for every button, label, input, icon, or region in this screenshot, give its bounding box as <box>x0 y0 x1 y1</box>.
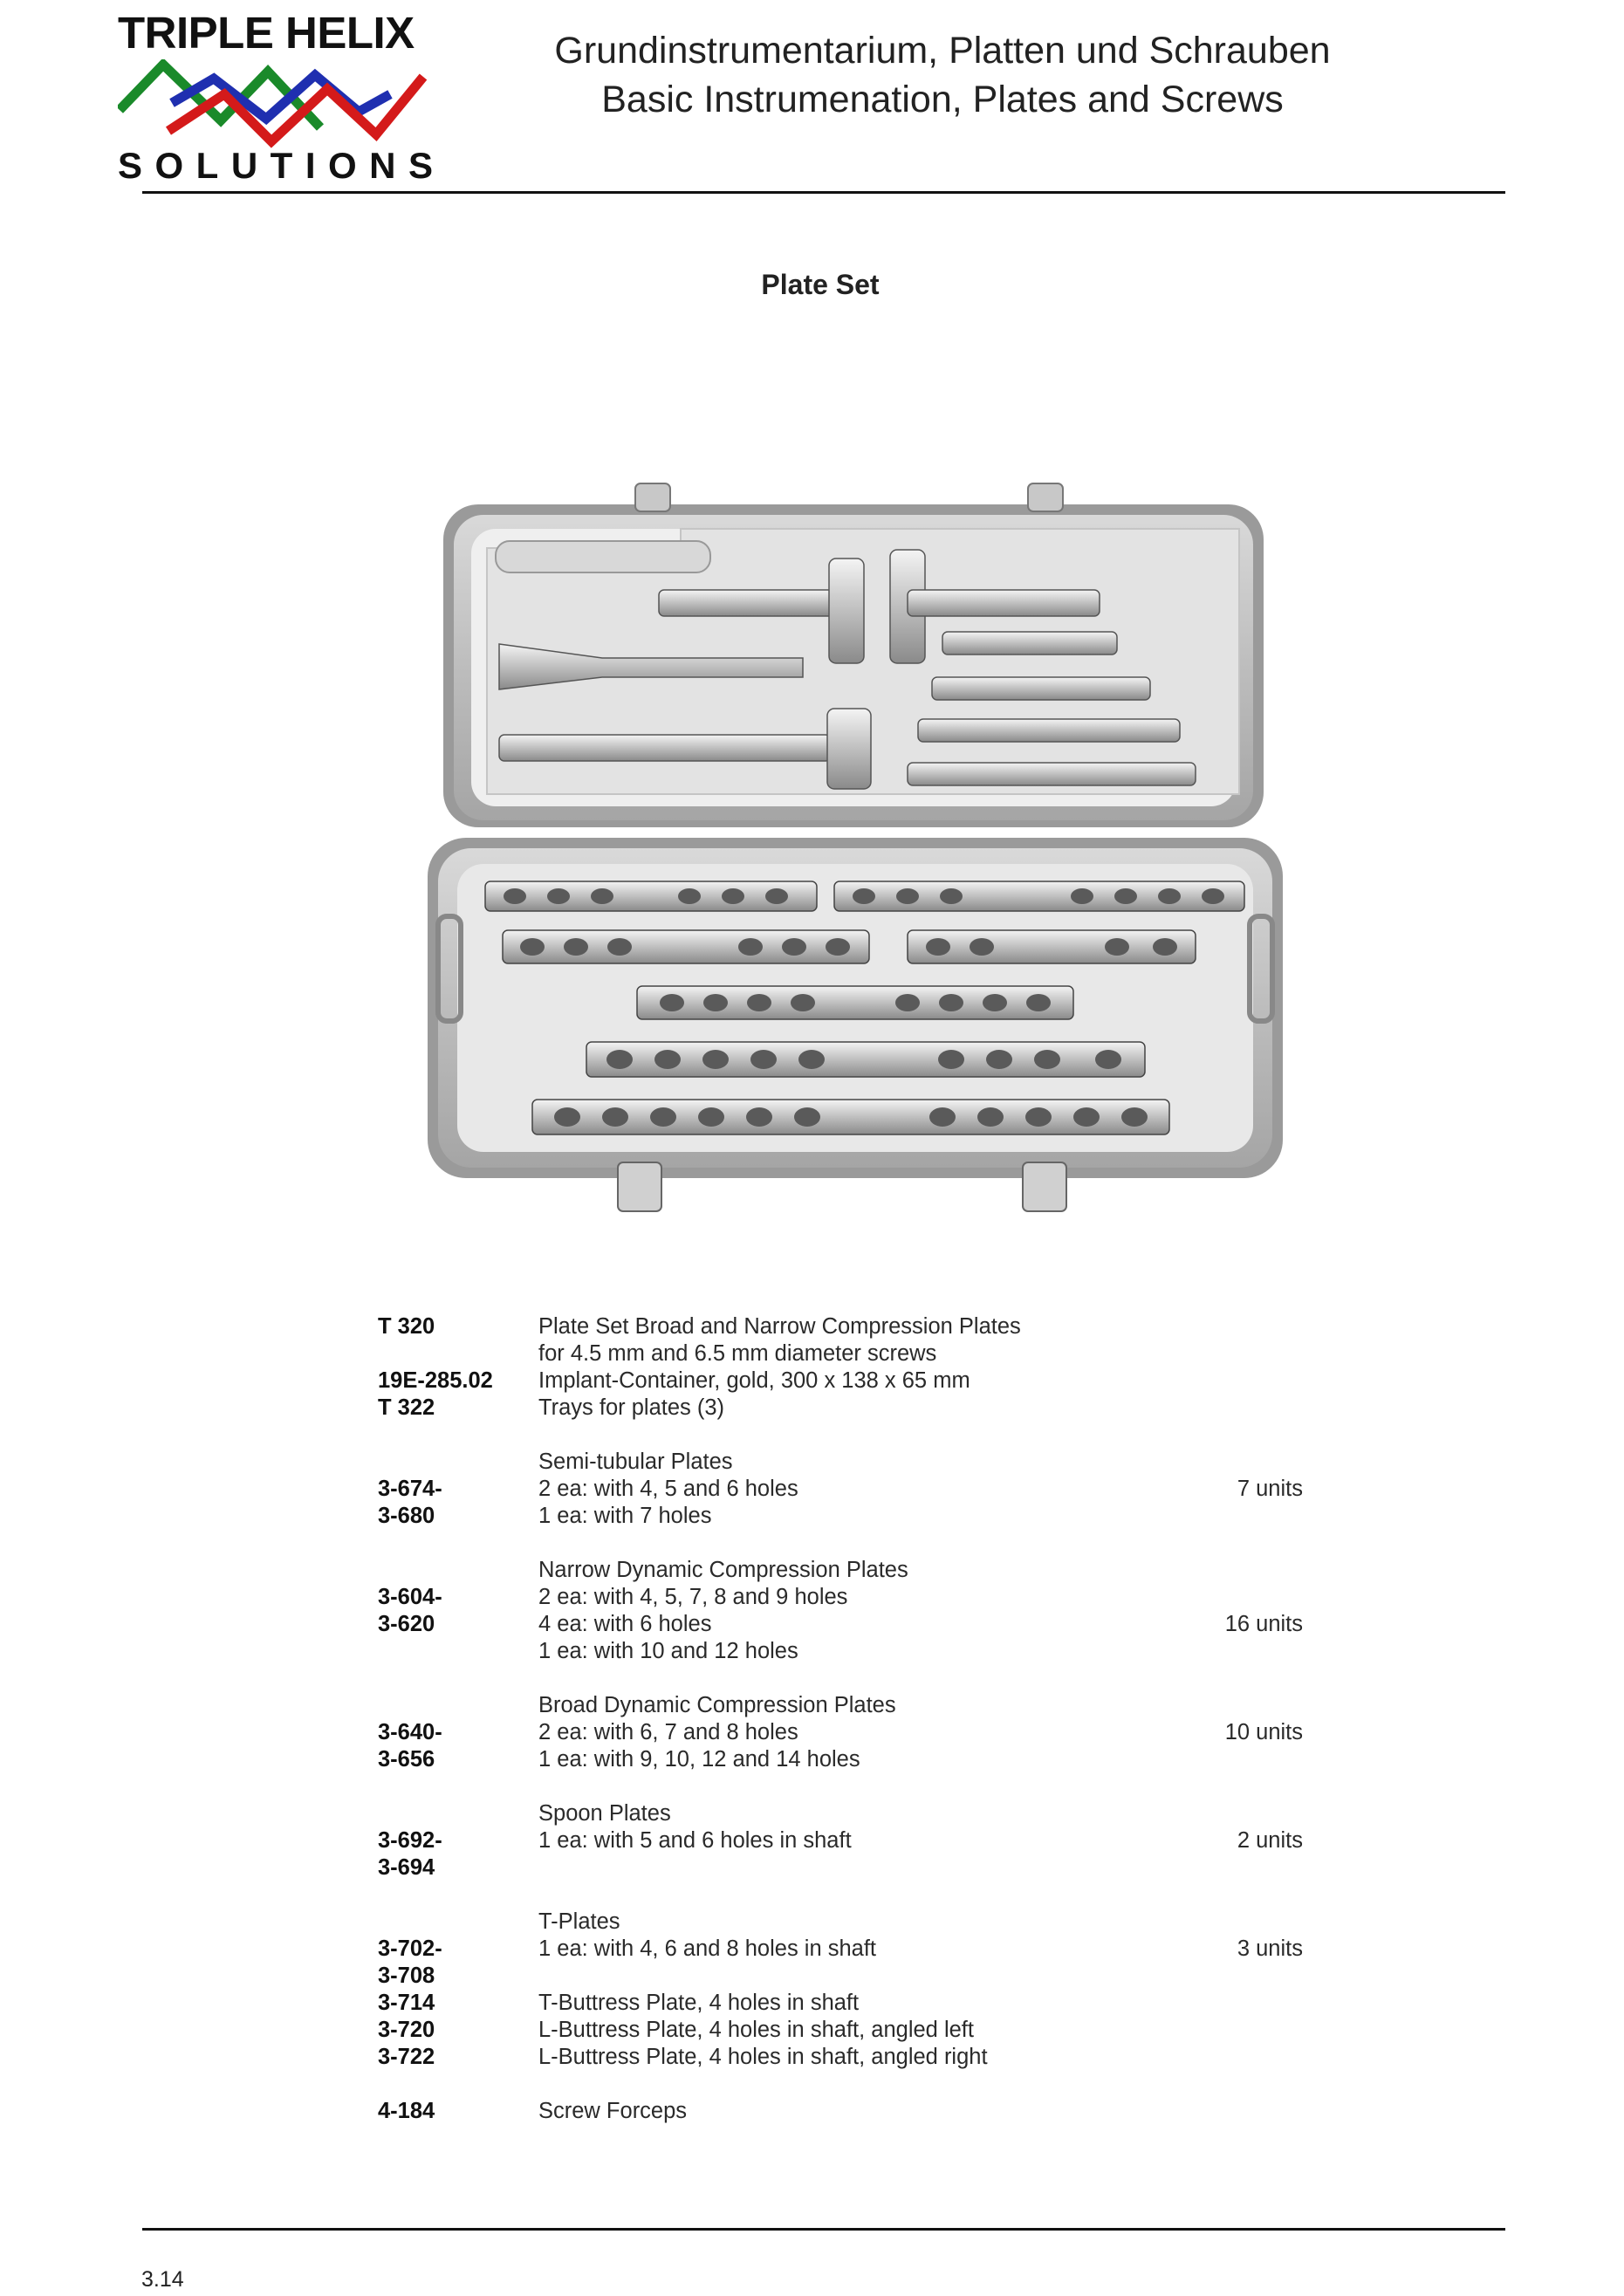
item-code: 3-692- <box>378 1828 442 1853</box>
item-row <box>378 1854 1303 1881</box>
item-description: for 4.5 mm and 6.5 mm diameter screws <box>538 1341 937 1366</box>
item-description: 1 ea: with 10 and 12 holes <box>538 1639 798 1663</box>
item-code: T 320 <box>378 1314 435 1339</box>
item-row <box>378 1557 1303 1584</box>
item-code: 3-714 <box>378 1991 435 2015</box>
section-title: Plate Set <box>761 269 880 300</box>
item-row <box>378 1881 1303 1909</box>
item-description: Plate Set Broad and Narrow Compression Plates <box>538 1314 1021 1339</box>
item-row <box>378 1773 1303 1800</box>
item-description: 4 ea: with 6 holes <box>538 1612 712 1636</box>
item-row <box>378 1449 1303 1476</box>
item-row <box>378 1503 1303 1530</box>
item-row <box>378 1530 1303 1557</box>
item-code: 3-604- <box>378 1585 442 1609</box>
item-row <box>378 1692 1303 1719</box>
item-code: 3-674- <box>378 1477 442 1501</box>
item-description: T-Buttress Plate, 4 holes in shaft <box>538 1991 860 2015</box>
item-row <box>378 1909 1303 1936</box>
logo-wordmark-bottom: SOLUTIONS <box>118 145 446 186</box>
item-code: 3-694 <box>378 1855 435 1880</box>
item-row <box>378 1395 1303 1422</box>
item-row <box>378 1313 1303 1340</box>
item-description: Narrow Dynamic Compression Plates <box>538 1558 908 1582</box>
item-description: Spoon Plates <box>538 1801 671 1826</box>
item-description: 1 ea: with 7 holes <box>538 1504 712 1528</box>
item-code: 4-184 <box>378 2099 435 2123</box>
item-row <box>378 1665 1303 1692</box>
item-code: 3-656 <box>378 1747 435 1772</box>
footer-divider <box>142 2228 1505 2231</box>
item-description: Semi-tubular Plates <box>538 1450 733 1474</box>
item-row <box>378 1340 1303 1367</box>
item-row <box>378 2071 1303 2098</box>
item-description: 1 ea: with 4, 6 and 8 holes in shaft <box>538 1936 877 1961</box>
item-row <box>378 2098 1303 2125</box>
item-description: 2 ea: with 6, 7 and 8 holes <box>538 1720 798 1744</box>
item-row <box>378 1800 1303 1827</box>
item-description: 2 ea: with 4, 5, 7, 8 and 9 holes <box>538 1585 848 1609</box>
item-row <box>378 1719 1303 1746</box>
helix-logo-icon <box>118 59 432 151</box>
item-row <box>378 1422 1303 1449</box>
item-quantity: 16 units <box>1224 1612 1303 1636</box>
item-description: 1 ea: with 9, 10, 12 and 14 holes <box>538 1747 860 1772</box>
item-row <box>378 1638 1303 1665</box>
item-code: 3-720 <box>378 2018 435 2042</box>
item-description: L-Buttress Plate, 4 holes in shaft, angled left <box>538 2018 974 2042</box>
item-code: 3-640- <box>378 1720 442 1744</box>
item-code: T 322 <box>378 1395 435 1420</box>
logo-wordmark-top: TRIPLE HELIX <box>118 8 415 58</box>
item-description: L-Buttress Plate, 4 holes in shaft, angled right <box>538 2045 988 2069</box>
item-description: 1 ea: with 5 and 6 holes in shaft <box>538 1828 852 1853</box>
item-row <box>378 1476 1303 1503</box>
item-description: Screw Forceps <box>538 2099 688 2123</box>
company-logo <box>118 7 446 186</box>
item-code: 3-620 <box>378 1612 435 1636</box>
header-title-english: Basic Instrumenation, Plates and Screws <box>601 79 1284 120</box>
item-row <box>378 1584 1303 1611</box>
item-row <box>378 1963 1303 1990</box>
item-description: Broad Dynamic Compression Plates <box>538 1693 896 1717</box>
item-code: 3-722 <box>378 2045 435 2069</box>
item-row <box>378 1611 1303 1638</box>
item-quantity: 2 units <box>1237 1828 1303 1853</box>
item-row <box>378 1746 1303 1773</box>
plate-set-photo <box>419 471 1292 1217</box>
item-code: 3-702- <box>378 1936 442 1961</box>
item-quantity: 10 units <box>1224 1720 1303 1744</box>
item-row <box>378 1827 1303 1854</box>
item-row <box>378 1936 1303 1963</box>
item-row <box>378 2017 1303 2044</box>
item-quantity: 7 units <box>1237 1477 1303 1501</box>
item-code: 19E-285.02 <box>378 1368 493 1393</box>
item-code: 3-708 <box>378 1964 435 1988</box>
item-code: 3-680 <box>378 1504 435 1528</box>
item-description: Trays for plates (3) <box>538 1395 725 1420</box>
item-row <box>378 2044 1303 2071</box>
item-description: Implant-Container, gold, 300 x 138 x 65 mm <box>538 1368 970 1393</box>
item-row <box>378 1367 1303 1395</box>
page-number: 3.14 <box>141 2267 184 2292</box>
item-list <box>378 1313 1303 2125</box>
item-description: T-Plates <box>538 1909 620 1934</box>
document-header <box>489 26 1396 124</box>
item-description: 2 ea: with 4, 5 and 6 holes <box>538 1477 798 1501</box>
header-title-german: Grundinstrumentarium, Platten und Schrauben <box>554 30 1331 72</box>
item-row <box>378 1990 1303 2017</box>
header-divider <box>142 191 1505 194</box>
item-quantity: 3 units <box>1237 1936 1303 1961</box>
